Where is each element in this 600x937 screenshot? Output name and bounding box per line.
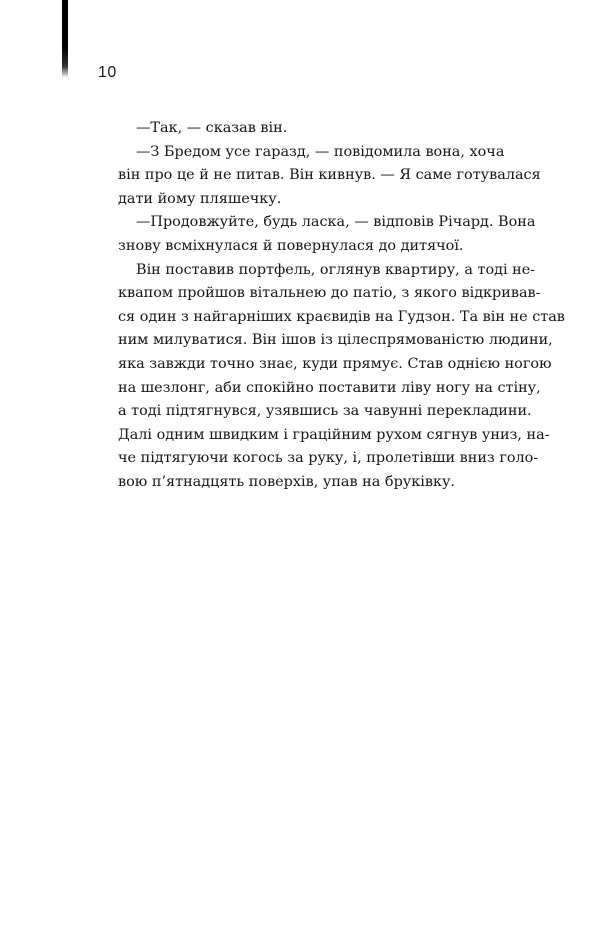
text-line: —З Бредом усе гаразд, — повідомила вона, хоча — [136, 143, 505, 160]
text-line: —Так, — сказав він. — [136, 120, 288, 136]
text-line: дати йому пляшечку. — [118, 190, 282, 207]
text-line: знову всміхнулася й повернулася до дитячої. — [118, 237, 464, 254]
text-line: —Продовжуйте, будь ласка, — відповів Річард. Вона — [136, 214, 536, 231]
paragraph-3 — [100, 211, 536, 258]
text-line: Далі одним швидким і граційним рухом сягнув униз, на- — [118, 426, 550, 443]
page-number: 10 — [98, 64, 117, 81]
paragraph-2 — [100, 141, 541, 212]
text-line: че підтягуючи когось за руку, і, пролетівши вниз голо- — [118, 450, 539, 467]
text-line: вою п’ятнадцять поверхів, упав на бруківку. — [118, 473, 455, 490]
paragraph-1 — [100, 117, 504, 141]
text-line: яка завжди точно знає, куди прямує. Став однією ногою — [118, 355, 552, 372]
text-line: квапом пройшов вітальнею до патіо, з якого відкривав- — [118, 285, 541, 302]
text-line: на шезлонг, аби спокійно поставити ліву ногу на стіну, — [118, 379, 541, 396]
body-text — [100, 117, 565, 495]
text-line: він про це й не питав. Він кивнув. — Я саме готувалася — [118, 167, 541, 184]
text-line: ся один з найгарніших краєвидів на Гудзон. Та він не став — [118, 308, 565, 325]
page-edge-mark — [62, 0, 68, 78]
text-line: Він поставив портфель, оглянув квартиру, а тоді не- — [136, 261, 536, 278]
paragraph-4 — [100, 259, 565, 495]
text-line: а тоді підтягнувся, узявшись за чавунні перекладини. — [118, 403, 532, 420]
text-line: ним милуватися. Він ішов із цілеспрямованістю людини, — [118, 332, 553, 349]
